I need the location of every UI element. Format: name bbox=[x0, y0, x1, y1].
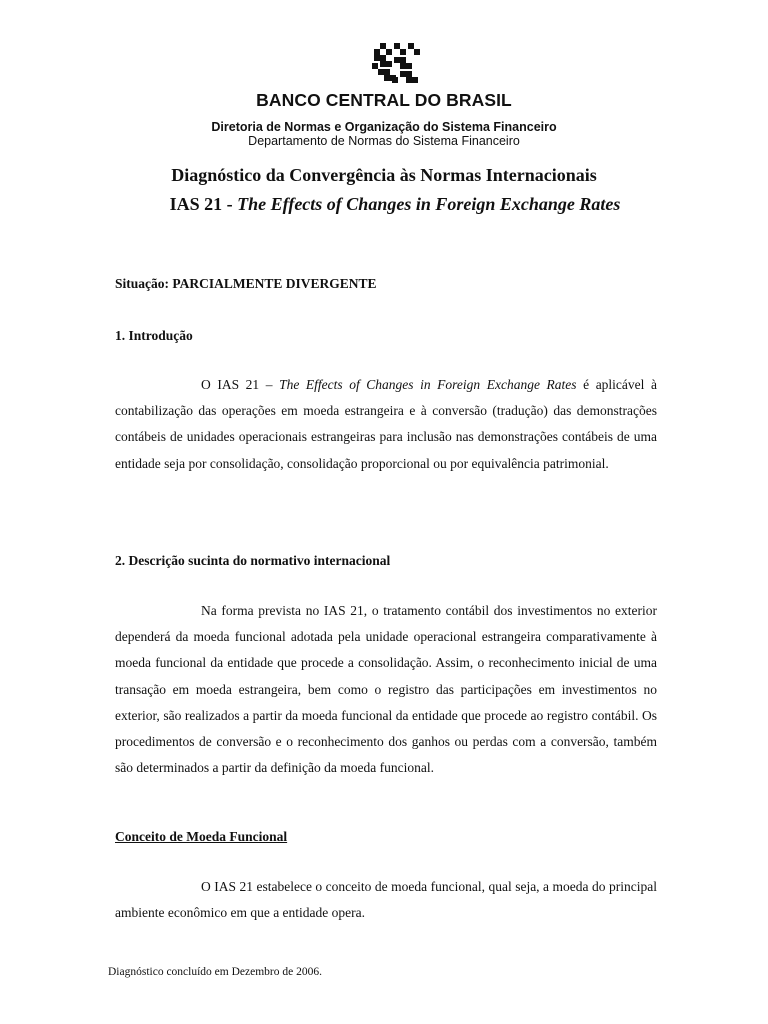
section-1-para-italic: The Effects of Changes in Foreign Exchange Rates bbox=[279, 377, 577, 392]
status-line: Situação: PARCIALMENTE DIVERGENTE bbox=[115, 276, 377, 291]
bank-name: BANCO CENTRAL DO BRASIL bbox=[256, 90, 512, 110]
section-2-para-text: Na forma prevista no IAS 21, o tratamento contábil dos investimentos no exterior dependerá da moeda funcional adotada pela unidade operacional estrangeira comparativamente à moeda funcional da entidade que procede a consolidação. Assim, o reconhecimento inicial de uma transação em moeda estrangeira, bem como o registro das participações em investimentos no exterior, são realizados a partir da moeda funcional da entidade que procede ao registro contábil. Os procedimentos de conversão e o reconhecimento dos ganhos ou perdas com a conversão, também são determinados a partir da definição da moeda funcional. bbox=[115, 603, 657, 776]
subtitle-standard-name: The Effects of Changes in Foreign Exchange Rates bbox=[237, 194, 621, 214]
subtitle-prefix: IAS 21 - bbox=[169, 194, 238, 214]
document-subtitle bbox=[0, 194, 768, 215]
section-1-paragraph bbox=[115, 372, 657, 477]
section-1-para-rest: é aplicável à contabilização das operações em moeda estrangeira e à conversão (tradução) das demonstrações contábeis de unidades operacionais estrangeiras para inclusão nas demonstrações contábeis de uma entidade seja por consolidação, consolidação proporcional ou por equivalência patrimonial. bbox=[115, 377, 657, 471]
department-name: Departamento de Normas do Sistema Financeiro bbox=[248, 134, 520, 148]
bcb-stepped-logo-icon bbox=[372, 43, 422, 85]
document-title: Diagnóstico da Convergência às Normas Internacionais bbox=[171, 165, 597, 185]
footer-note: Diagnóstico concluído em Dezembro de 2006. bbox=[108, 966, 322, 978]
concept-heading: Conceito de Moeda Funcional bbox=[115, 829, 288, 844]
section-2-heading: 2. Descrição sucinta do normativo internacional bbox=[115, 553, 391, 568]
section-1-heading: 1. Introdução bbox=[115, 328, 193, 343]
concept-para-text: O IAS 21 estabelece o conceito de moeda funcional, qual seja, a moeda do principal ambiente econômico em que a entidade opera. bbox=[115, 879, 657, 921]
concept-paragraph bbox=[115, 874, 657, 926]
section-2-paragraph bbox=[115, 598, 657, 781]
section-1-para-prefix: O IAS 21 – bbox=[201, 377, 280, 392]
directorate-name: Diretoria de Normas e Organização do Sistema Financeiro bbox=[211, 120, 557, 134]
